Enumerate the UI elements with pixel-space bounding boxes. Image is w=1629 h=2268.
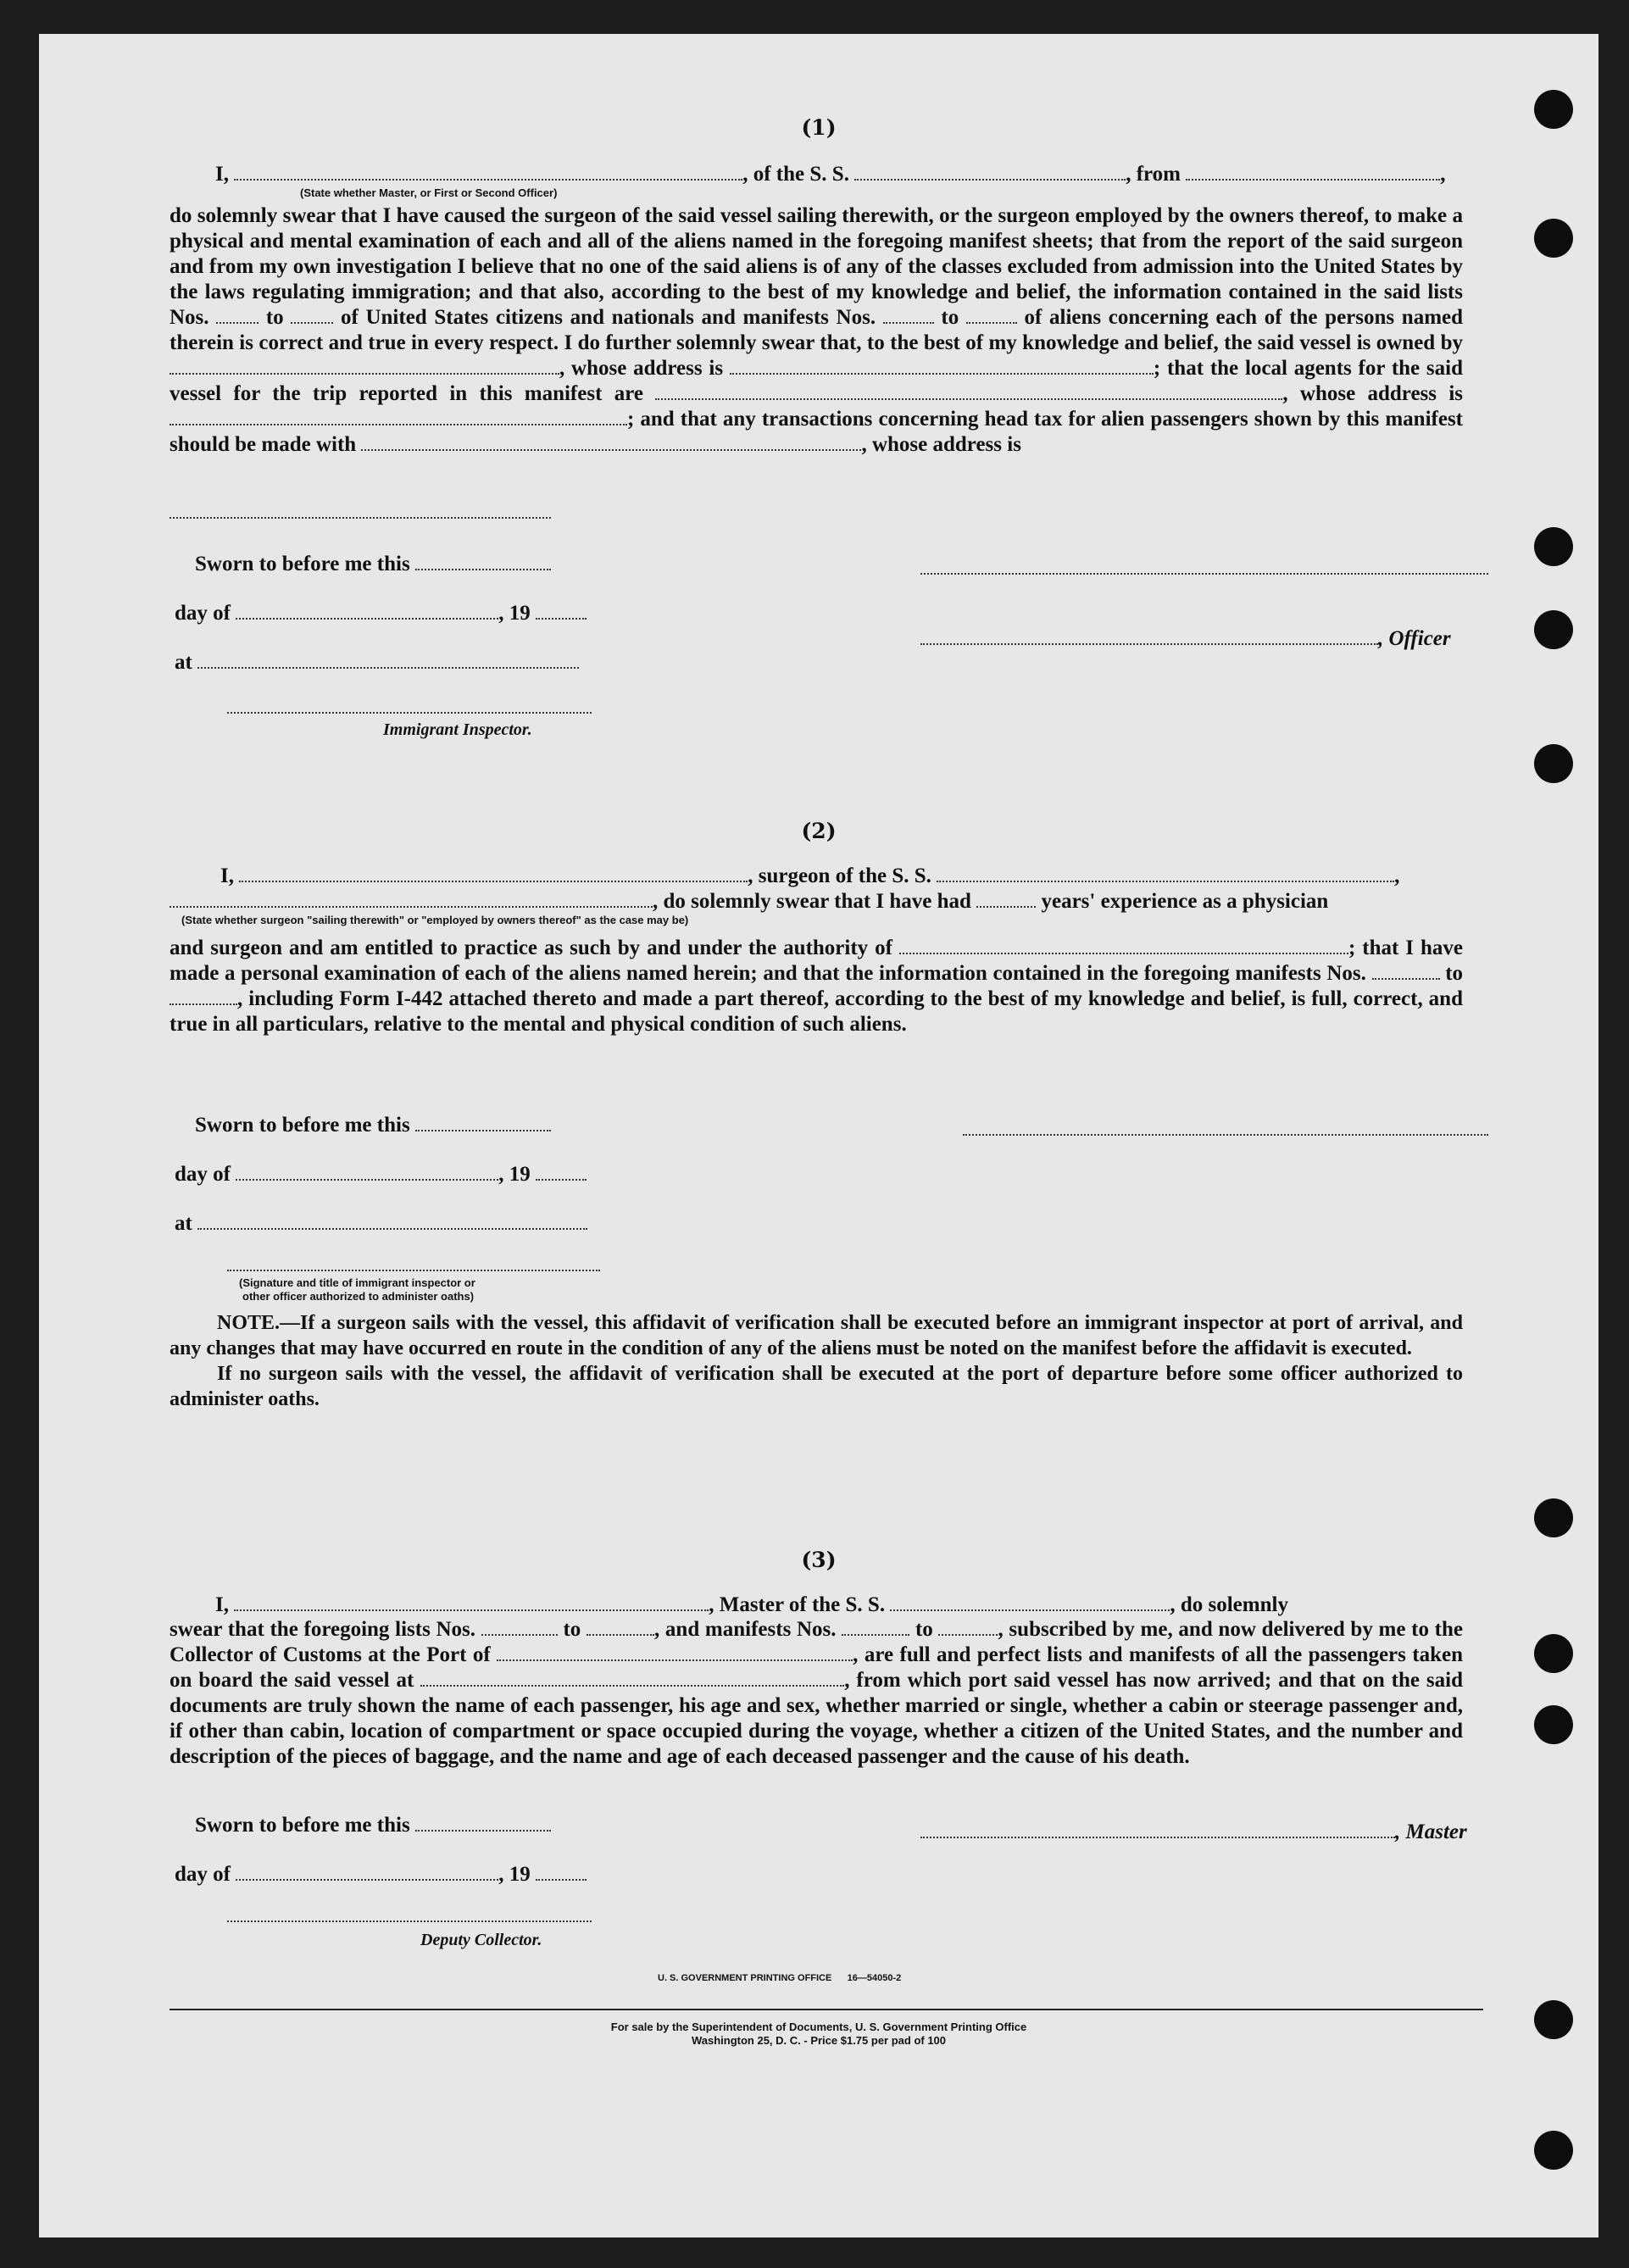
head-tax-address-field[interactable] bbox=[170, 517, 551, 519]
section-2-day-of: day of , 19 bbox=[175, 1163, 587, 1187]
surgeon-signature-field[interactable] bbox=[963, 1134, 1488, 1136]
surgeon-name-field[interactable] bbox=[239, 865, 748, 882]
binder-hole-icon bbox=[1534, 1705, 1573, 1744]
master-list-to-field[interactable] bbox=[587, 1619, 654, 1636]
vessel-owner-field[interactable] bbox=[170, 358, 559, 375]
departure-port-field[interactable] bbox=[1186, 164, 1440, 181]
master-manifest-to-field[interactable] bbox=[938, 1619, 998, 1636]
sworn-year-field[interactable] bbox=[536, 603, 587, 620]
immigrant-inspector-label: Immigrant Inspector. bbox=[383, 720, 532, 739]
binder-hole-icon bbox=[1534, 2131, 1573, 2170]
section-3-master-line: I, , Master of the S. S. , do solemnly bbox=[215, 1593, 1288, 1616]
section-2-experience-line: , do solemnly swear that I have had years' experience as a physician bbox=[170, 890, 1328, 914]
citizen-list-from-field[interactable] bbox=[216, 307, 259, 324]
surgeon-note bbox=[170, 1310, 1463, 1412]
inspector-signature-field[interactable] bbox=[227, 712, 592, 714]
master-list-from-field[interactable] bbox=[481, 1619, 558, 1636]
footer-line-1: For sale by the Superintendent of Documents, U. S. Government Printing Office bbox=[610, 2021, 1027, 2033]
master-signature-field[interactable] bbox=[920, 1821, 1395, 1838]
section-1-at: at bbox=[175, 651, 579, 675]
surgeon-sworn-date-field[interactable] bbox=[415, 1115, 551, 1131]
surgeon-manifest-from-field[interactable] bbox=[1372, 963, 1440, 980]
binder-hole-icon bbox=[1534, 219, 1573, 258]
signature-caption-1: (Signature and title of immigrant inspector or bbox=[239, 1276, 475, 1289]
master-sworn-month-field[interactable] bbox=[236, 1864, 498, 1881]
sworn-month-field[interactable] bbox=[236, 603, 498, 620]
footer-divider bbox=[170, 2009, 1483, 2010]
master-name-field[interactable] bbox=[234, 1594, 709, 1611]
section-3-heading: (3) bbox=[801, 1548, 837, 1572]
customs-port-field[interactable] bbox=[497, 1644, 853, 1661]
local-agents-field[interactable] bbox=[655, 383, 1282, 400]
section-2-surgeon-line: I, , surgeon of the S. S. , bbox=[220, 864, 1400, 887]
vessel-name-field[interactable] bbox=[854, 164, 1126, 181]
surgeon-sworn-month-field[interactable] bbox=[236, 1164, 498, 1181]
master-manifest-from-field[interactable] bbox=[842, 1619, 909, 1636]
alien-manifest-to-field[interactable] bbox=[966, 307, 1017, 324]
section-3-oath: swear that the foregoing lists Nos. to , and manifests Nos. to , subscribed by me, and now delivered by me to the Collector of Customs at the Port of , are full and perfect lists and manifests of all the passengers taken on board the said vessel at , from which port said vessel has now arrived; and that on the said documents are truly shown the name of each passenger, his age and sex, whether married or single, whether a cabin or steerage passenger and, if other than cabin, location of compartment or space occupied during the voyage, whether a citizen of the United States, and the number and description of the pieces of baggage, and the name and age of each deceased passenger and the cause of his death. bbox=[170, 1618, 1464, 1768]
binder-hole-icon bbox=[1534, 527, 1573, 566]
section-1-oath: do solemnly swear that I have caused the surgeon of the said vessel sailing therewith, or the surgeon employed by the owners thereof, to make a physical and mental examination of each and all of the aliens named in the foregoing manifest sheets; that from the report of the said surgeon and from my own investigation I believe that no one of the said aliens is of any of the classes excluded from admission into the United States by the laws regulating immigration; and that also, according to the best of my knowledge and belief, the information contained in the said lists Nos. to of United States citizens and nationals and manifests Nos. to of aliens concerning each of the persons named therein is correct and true in every respect. I do further solemnly swear that, to the best of my knowledge and belief, the said vessel is owned by , whose address is ; that the local agents for the said vessel for the trip reported in this manifest are , whose address is ; and that any transactions concerning head tax for alien passengers shown by this manifest should be made with , whose address is bbox=[170, 204, 1464, 456]
citizen-list-to-field[interactable] bbox=[291, 307, 333, 324]
binder-hole-icon bbox=[1534, 744, 1573, 783]
owner-address-field[interactable] bbox=[730, 358, 1154, 375]
note-1: NOTE.—If a surgeon sails with the vessel, this affidavit of verification shall be executed before an immigrant inspector at port of arrival, and any changes that may have occurred en route in the condition of any of the aliens must be noted on the manifest before the affidavit is executed. bbox=[170, 1312, 1463, 1359]
practice-authority-field[interactable] bbox=[899, 937, 1348, 954]
section-1-sworn: Sworn to before me this bbox=[195, 553, 551, 576]
officer-title-line: , Officer bbox=[920, 627, 1451, 651]
head-tax-contact-field[interactable] bbox=[361, 434, 861, 451]
surgeon-manifest-to-field[interactable] bbox=[170, 988, 237, 1005]
section-2-oath: and surgeon and am entitled to practice as such by and under the authority of ; that I have made a personal examination of each of the aliens named herein; and that the information contained in the foregoing manifests Nos. to , including Form I-442 attached thereto and made a part thereof, according to the best of my knowledge and belief, is full, correct, and true in all particulars, relative to the mental and physical condition of such aliens. bbox=[170, 937, 1464, 1036]
alien-manifest-from-field[interactable] bbox=[883, 307, 934, 324]
printing-office-label: U. S. GOVERNMENT PRINTING OFFICE 16—54050-2 bbox=[658, 1973, 902, 1983]
surgeon-caption: (State whether surgeon "sailing therewith" or "employed by owners thereof" as the case may be) bbox=[181, 914, 689, 926]
binder-hole-icon bbox=[1534, 1634, 1573, 1673]
bleed-through-text bbox=[132, 58, 1404, 108]
section-2-sworn: Sworn to before me this bbox=[195, 1114, 551, 1137]
boarding-port-field[interactable] bbox=[420, 1670, 844, 1687]
section-1-officer-line: I, , of the S. S. , from , bbox=[215, 163, 1446, 186]
collector-signature-field[interactable] bbox=[227, 1921, 592, 1922]
deputy-collector-label: Deputy Collector. bbox=[420, 1931, 542, 1949]
master-vessel-field[interactable] bbox=[890, 1594, 1170, 1611]
footer-line-2: Washington 25, D. C. - Price $1.75 per pad of 100 bbox=[691, 2034, 947, 2047]
section-3-sworn: Sworn to before me this bbox=[195, 1814, 551, 1837]
surgeon-status-field[interactable] bbox=[170, 891, 653, 908]
section-2-heading: (2) bbox=[801, 819, 837, 843]
binder-hole-icon bbox=[1534, 610, 1573, 649]
form-page bbox=[39, 34, 1598, 2237]
binder-hole-icon bbox=[1534, 1498, 1573, 1537]
section-3-day-of: day of , 19 bbox=[175, 1863, 587, 1887]
officer-name-field[interactable] bbox=[234, 164, 742, 181]
sworn-place-field[interactable] bbox=[197, 652, 579, 669]
note-2: If no surgeon sails with the vessel, the affidavit of verification shall be executed at the port of departure before some officer authorized to administer oaths. bbox=[170, 1363, 1463, 1410]
section-2-inspector-signature-field[interactable] bbox=[227, 1270, 600, 1271]
master-sworn-date-field[interactable] bbox=[415, 1815, 551, 1832]
surgeon-sworn-year-field[interactable] bbox=[536, 1164, 587, 1181]
section-2-at: at bbox=[175, 1212, 587, 1236]
years-experience-field[interactable] bbox=[976, 891, 1036, 908]
master-signature-line: , Master bbox=[920, 1821, 1467, 1844]
surgeon-vessel-field[interactable] bbox=[937, 865, 1394, 882]
sworn-date-field[interactable] bbox=[415, 553, 551, 570]
signature-caption-2: other officer authorized to administer oaths) bbox=[242, 1290, 475, 1303]
agents-address-field[interactable] bbox=[170, 409, 627, 425]
officer-title-field[interactable] bbox=[920, 628, 1378, 645]
master-sworn-year-field[interactable] bbox=[536, 1864, 587, 1881]
section-1-heading: (1) bbox=[801, 115, 837, 140]
surgeon-sworn-place-field[interactable] bbox=[197, 1213, 587, 1230]
section-1-day-of: day of , 19 bbox=[175, 602, 587, 625]
officer-signature-field[interactable] bbox=[920, 573, 1488, 575]
officer-caption: (State whether Master, or First or Second Officer) bbox=[300, 186, 558, 199]
